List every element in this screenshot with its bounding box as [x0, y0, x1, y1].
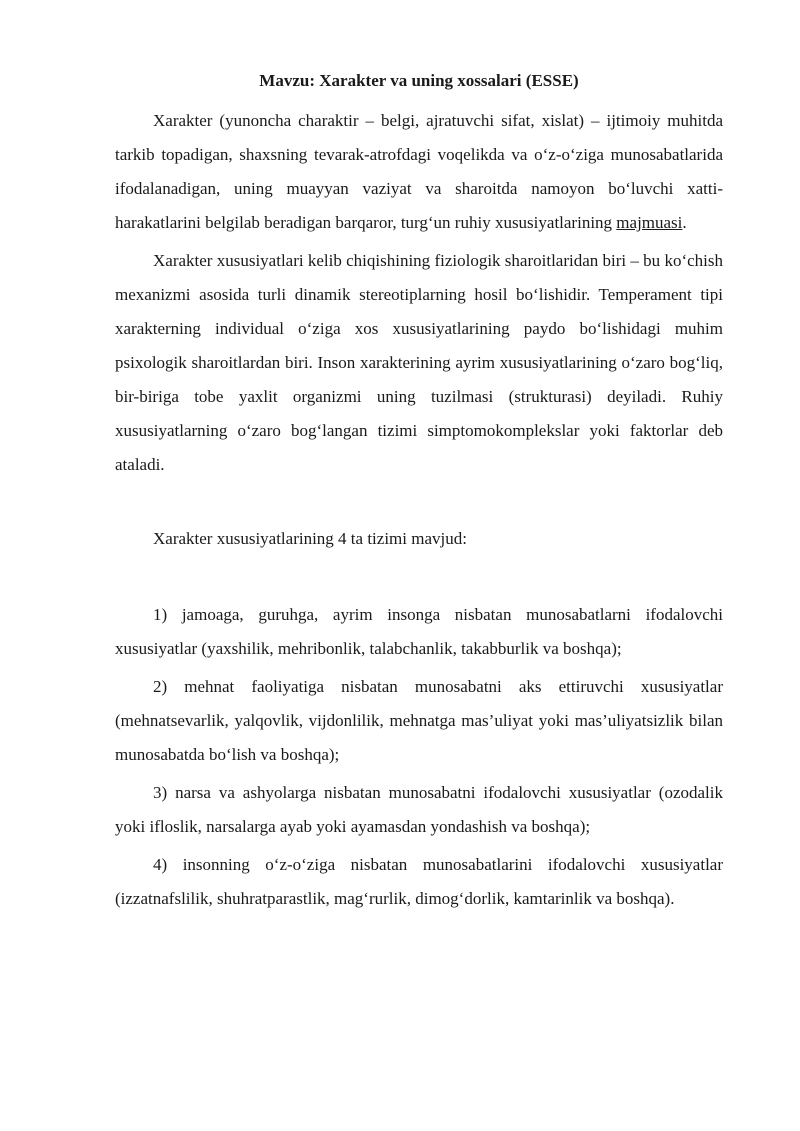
document-page [115, 70, 723, 916]
paragraph-definition-text: Xarakter (yunoncha charaktir – belgi, ajratuvchi sifat, xislat) – ijtimoiy muhitda tarkib topadigan, shaxsning tevarak-atrofdagi voqelikda va o‘z-o‘ziga munosabatlarida ifodalanadigan, uning muayyan vaziyat va sharoitda namoyon bo‘luvchi xatti-harakatlarini belgilab beradigan barqaror, turg‘un ruhiy xususiyatlarining [115, 111, 723, 232]
majmuasi-link[interactable]: majmuasi [616, 213, 683, 232]
list-item: 3) narsa va ashyolarga nisbatan munosabatni ifodalovchi xususiyatlar (ozodalik yoki ifloslik, narsalarga ayab yoki ayamasdan yondashish va boshqa); [115, 783, 723, 836]
list-item: 2) mehnat faoliyatiga nisbatan munosabatni aks ettiruvchi xususiyatlar (mehnatsevarlik, yalqovlik, vijdonlilik, mehnatga mas’uliyat yoki mas’uliyatsizlik bilan munosabatda bo‘lish va boshqa); [115, 677, 723, 764]
list-item: 4) insonning o‘z-o‘ziga nisbatan munosabatlarini ifodalovchi xususiyatlar (izzatnafslilik, shuhratparastlik, mag‘rurlik, dimog‘dorlik, kamtarinlik va boshqa). [115, 855, 723, 908]
paragraph-systems-intro: Xarakter xususiyatlarining 4 ta tizimi mavjud: [153, 529, 467, 548]
document-title: Mavzu: Xarakter va uning xossalari (ESSE) [259, 71, 579, 90]
paragraph-physiology: Xarakter xususiyatlari kelib chiqishining fiziologik sharoitlaridan biri – bu ko‘chish mexanizmi asosida turli dinamik stereotiplarning hosil bo‘lishidir. Temperament tipi xarakterning individual o‘ziga xos xususiyatlarining paydo bo‘lishidagi muhim psixologik sharoitlardan biri. Inson xarakterining ayrim xususiyatlarining o‘zaro bog‘liq, bir-biriga tobe yaxlit organizmi uning tuzilmasi (strukturasi) deyiladi. Ruhiy xususiyatlarning o‘zaro bog‘langan tizimi simptomokomplekslar yoki faktorlar deb ataladi. [115, 251, 723, 474]
paragraph-definition [115, 104, 723, 240]
list-item: 1) jamoaga, guruhga, ayrim insonga nisbatan munosabatlarni ifodalovchi xususiyatlar (yaxshilik, mehribonlik, talabchanlik, takabburlik va boshqa); [115, 605, 723, 658]
paragraph-definition-end: . [682, 213, 687, 232]
